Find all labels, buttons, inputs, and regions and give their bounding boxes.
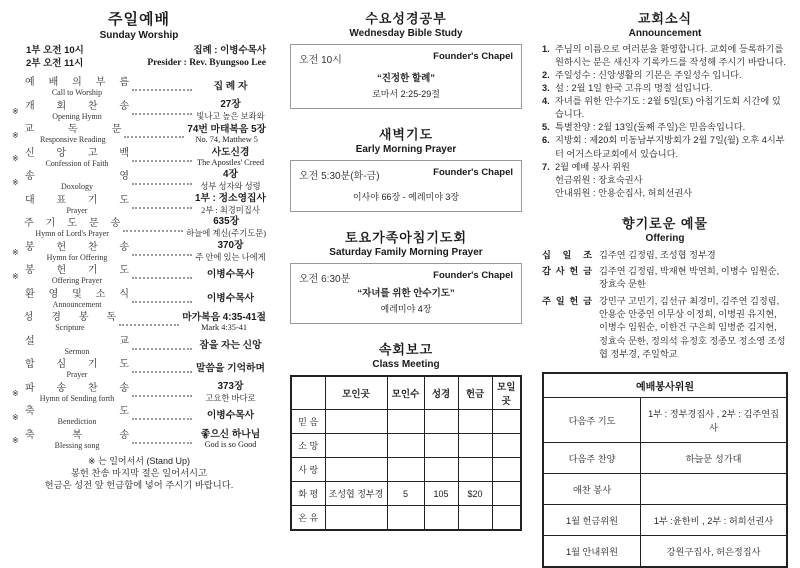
- bible-study-place: Founder's Chapel: [433, 51, 513, 62]
- committee-role-cell: 다음주 찬양: [543, 442, 641, 473]
- announcement-text: 2월 예배 봉사 위원: [555, 161, 630, 172]
- worship-item-label: [24, 214, 120, 238]
- worship-item-value-sub: 주 안에 있는 나에게: [195, 252, 266, 262]
- offering-type-label: 주 일 헌 금: [542, 295, 592, 306]
- worship-item-value-sub: 하늘에 계신(주기도문): [186, 229, 266, 239]
- announcement-number: 3.: [542, 83, 550, 94]
- worship-item-value: [195, 378, 266, 404]
- dotted-leader: [132, 395, 192, 397]
- class-next-place-cell: [492, 434, 521, 458]
- worship-item-korean: 개 회 찬 송: [25, 100, 129, 112]
- class-next-place-cell: [492, 410, 521, 434]
- saturday-family-prayer: [290, 227, 522, 324]
- early-morning-prayer: [290, 124, 522, 212]
- announcement-text: 주님의 이름으로 여러분을 환영합니다. 교회에 등록하기를 원하시는 분은 새신자 기록카드를 작성해 주시기 바랍니다.: [555, 44, 786, 68]
- worship-item-english: Hymn of Sending forth: [39, 393, 115, 403]
- worship-item-value: [187, 121, 266, 144]
- standup-mark: [12, 341, 25, 347]
- worship-item-value: [195, 360, 266, 374]
- worship-item-english: Prayer: [66, 370, 88, 380]
- early-prayer-title: 새벽기도: [378, 127, 434, 142]
- announcement-item: [542, 161, 788, 174]
- worship-item-english: Responsive Reading: [40, 135, 106, 145]
- bible-study-title: 수요성경공부: [365, 11, 447, 26]
- worship-item-value-main: 집 례 자: [213, 81, 248, 93]
- standup-mark: [12, 200, 25, 206]
- dotted-leader: [132, 418, 192, 420]
- dotted-leader: [132, 89, 192, 91]
- committee-title: 예배봉사위원: [543, 373, 787, 398]
- class-count-cell: [387, 506, 424, 530]
- dotted-leader: [124, 136, 184, 138]
- worship-item-value-main: 1부 : 정소영집사: [195, 192, 266, 204]
- offering-row: [542, 265, 788, 292]
- early-prayer-box: [290, 160, 522, 212]
- standup-mark: [12, 294, 25, 300]
- class-next-place-cell: [492, 482, 521, 506]
- class-bible-cell: [424, 434, 458, 458]
- class-offering-cell: $20: [458, 482, 492, 506]
- worship-item-label: [25, 191, 129, 215]
- committee-role-cell: 1월 안내위원: [543, 535, 641, 567]
- midweek-section: [270, 0, 536, 523]
- header-blank: [291, 376, 325, 410]
- worship-item-value: [195, 166, 266, 192]
- class-bible-cell: [424, 458, 458, 482]
- class-meeting-row: [291, 506, 521, 530]
- class-meeting-row: [291, 482, 521, 506]
- offering-rows: [542, 249, 788, 362]
- worship-item-row: [12, 168, 266, 192]
- worship-item-english: Blessing song: [54, 440, 100, 450]
- dotted-leader: [132, 277, 192, 279]
- saturday-prayer-subtitle: Saturday Family Morning Prayer: [329, 247, 483, 258]
- dotted-leader: [132, 113, 192, 115]
- worship-order-list: [12, 74, 266, 450]
- worship-item-value-sub: 고요한 바다로: [205, 393, 256, 403]
- class-name-cell: 소 망: [291, 434, 325, 458]
- worship-item-korean: 대 표 기 도: [25, 194, 129, 206]
- class-count-cell: [387, 434, 424, 458]
- worship-item-value: [182, 309, 266, 332]
- committee-person-cell: [641, 473, 787, 504]
- committee-row: [543, 504, 787, 535]
- service-committee-table: [542, 372, 788, 568]
- class-offering-cell: [458, 434, 492, 458]
- announcement-item: [542, 69, 788, 82]
- announcement-number: 1.: [542, 44, 550, 54]
- announcement-item: [542, 43, 788, 69]
- offering-names: 김주연 김정림, 조성협 정부경: [599, 249, 716, 260]
- class-meeting-row: [291, 410, 521, 434]
- worship-item-english: Benediction: [57, 417, 97, 427]
- worship-item-row: [12, 215, 266, 239]
- worship-item-value-main: 635장: [213, 216, 240, 228]
- offering-row: [542, 295, 788, 362]
- worship-item-korean: 송 영: [25, 171, 129, 183]
- committee-person-cell: 1부 : 정부경집사 , 2부 : 김주연집사: [641, 397, 787, 442]
- committee-role-cell: 애찬 봉사: [543, 473, 641, 504]
- worship-item-label: [25, 261, 129, 285]
- footnote-line-1: ※ 는 일어서서 (Stand Up): [87, 455, 191, 466]
- worship-item-label: [25, 379, 129, 403]
- announcement-title: 교회소식: [637, 11, 693, 26]
- church-news: [542, 8, 788, 200]
- early-prayer-time: 오전 5:30분(화-금): [299, 171, 380, 182]
- class-meeting-row: [291, 434, 521, 458]
- early-prayer-subtitle: Early Morning Prayer: [355, 144, 457, 155]
- announcement-text: 자녀를 위한 안수기도 : 2월 5일(토) 아침기도회 시간에 있습니다.: [555, 96, 781, 120]
- worship-item-korean: 교 독 문: [24, 124, 122, 136]
- worship-item-value: [195, 237, 266, 263]
- announcement-text: 주일성수 : 신앙생활의 기본은 주일성수 입니다.: [555, 70, 742, 81]
- committee-role-cell: 1월 헌금위원: [543, 504, 641, 535]
- dotted-leader: [132, 442, 192, 444]
- standup-mark: [12, 223, 24, 229]
- worship-item-value-main: 사도신경: [211, 147, 250, 159]
- worship-item-value-sub: 성부 성자와 성령: [200, 182, 261, 192]
- class-place-cell: [325, 410, 387, 434]
- worship-item-korean: 합 심 기 도: [25, 359, 129, 371]
- class-bible-cell: [424, 410, 458, 434]
- offering-type-label: 십 일 조: [542, 249, 592, 260]
- announcement-item: [542, 95, 788, 121]
- saturday-prayer-box-header: [299, 270, 513, 285]
- sunday-worship-section: [0, 0, 270, 491]
- worship-item-label: [25, 97, 129, 121]
- class-meeting-title: 속회보고: [378, 342, 434, 357]
- bible-study-topic: “진정한 할례”: [376, 73, 436, 84]
- worship-item-row: [12, 309, 266, 333]
- worship-item-english: Confession of Faith: [45, 158, 109, 168]
- bible-study-passage: 로마서 2:25-29절: [372, 89, 440, 99]
- early-prayer-passage: 이사야 66장 - 예레미야 3장: [352, 192, 460, 202]
- worship-item-value: [195, 78, 266, 92]
- worship-header: [12, 45, 266, 71]
- worship-item-row: [12, 97, 266, 121]
- worship-item-value-main: 이병수목사: [206, 269, 255, 281]
- committee-row: [543, 535, 787, 567]
- standup-mark: ※: [12, 412, 19, 422]
- standup-mark: [12, 317, 24, 323]
- worship-item-row: [12, 285, 266, 309]
- saturday-prayer-title: 토요가족아침기도회: [344, 230, 468, 245]
- worship-item-value-main: 잠을 자는 신앙: [199, 339, 262, 351]
- dotted-leader: [132, 371, 192, 373]
- announcement-number: 5.: [542, 122, 550, 133]
- worship-item-english: Opening Hymn: [52, 111, 102, 121]
- class-meeting-header-row: [291, 376, 521, 410]
- committee-role-cell: 다음주 기도: [543, 397, 641, 442]
- worship-item-value: [195, 266, 266, 280]
- worship-item-value: [195, 426, 266, 449]
- bible-study-box-header: [299, 51, 513, 66]
- saturday-prayer-passage: 예레미야 4장: [380, 304, 432, 314]
- committee-row: [543, 442, 787, 473]
- announcement-item: [542, 134, 788, 160]
- bible-study-time: 오전 10시: [299, 55, 342, 66]
- worship-item-korean: 예 배 의 부 름: [25, 77, 129, 89]
- announcement-number: 7.: [542, 161, 550, 172]
- dotted-leader: [132, 183, 192, 185]
- header-bible: 성경: [424, 376, 458, 410]
- early-prayer-place: Founder's Chapel: [433, 167, 513, 178]
- worship-item-korean: 설 교: [25, 335, 129, 347]
- worship-item-value-main: 좋으신 하나님: [200, 429, 261, 441]
- class-meeting-subtitle: Class Meeting: [372, 359, 440, 370]
- class-meeting-row: [291, 458, 521, 482]
- standup-mark: ※: [12, 177, 19, 187]
- worship-item-korean: 성 경 봉 독: [23, 312, 117, 324]
- announcement-text: 특별찬양 : 2월 13일(둘째 주일)은 믿음속입니다.: [555, 122, 746, 133]
- standup-mark: ※: [12, 154, 19, 164]
- worship-item-label: [25, 73, 129, 97]
- saturday-prayer-box: [290, 263, 522, 324]
- worship-item-row: [12, 379, 266, 403]
- standup-mark: ※: [12, 248, 19, 258]
- sunday-worship-title: 주일예배: [108, 11, 170, 28]
- sunday-worship-subtitle: Sunday Worship: [99, 30, 179, 41]
- worship-item-value-main: 74번 마태복음 5장: [187, 123, 266, 135]
- worship-item-korean: 봉 헌 기 도: [25, 265, 129, 277]
- dotted-leader: [132, 160, 192, 162]
- header-place: 모인곳: [325, 376, 387, 410]
- worship-item-row: [12, 262, 266, 286]
- standup-mark: [12, 364, 25, 370]
- announcement-item: [542, 82, 788, 95]
- worship-item-row: [12, 403, 266, 427]
- class-place-cell: [325, 506, 387, 530]
- dotted-leader: [132, 207, 192, 209]
- offering-type-label: 감 사 헌 금: [542, 266, 592, 277]
- standup-mark: ※: [12, 436, 19, 446]
- committee-person-cell: 1부 :윤한비 , 2부 : 허희선권사: [641, 504, 787, 535]
- announcement-list: [542, 43, 788, 174]
- worship-item-korean: 축 복 송: [25, 429, 129, 441]
- class-name-cell: 믿 음: [291, 410, 325, 434]
- class-bible-cell: 105: [424, 482, 458, 506]
- worship-item-row: [12, 74, 266, 98]
- worship-item-label: [25, 238, 129, 262]
- service-time-1: 1부 오전 10시: [26, 45, 84, 56]
- offering-section: [542, 213, 788, 362]
- announcement-item: [542, 121, 788, 134]
- class-offering-cell: [458, 506, 492, 530]
- standup-mark: [12, 82, 25, 88]
- worship-item-value-main: 373장: [217, 380, 244, 392]
- offering-names: 김주연 김정림, 박재현 박연희, 이병수 임원순, 장효숙 문한: [599, 266, 780, 290]
- standup-mark: ※: [12, 271, 19, 281]
- worship-item-row: [12, 144, 266, 168]
- worship-item-value-main: 이병수목사: [206, 292, 255, 304]
- worship-item-english: Hymn of Lord's Prayer: [35, 229, 109, 239]
- worship-item-korean: 파 송 찬 송: [25, 382, 129, 394]
- bible-study-subtitle: Wednesday Bible Study: [349, 28, 463, 39]
- saturday-prayer-place: Founder's Chapel: [433, 270, 513, 281]
- worship-item-value-main: 이병수목사: [206, 410, 255, 422]
- committee-header-row: [543, 373, 787, 398]
- worship-item-value: [195, 290, 266, 304]
- announcement-number: 2.: [542, 70, 550, 81]
- class-offering-cell: [458, 410, 492, 434]
- worship-item-row: [12, 238, 266, 262]
- worship-item-english: Hymn for Offering: [46, 252, 108, 262]
- worship-item-korean: 신 앙 고 백: [25, 147, 129, 159]
- worship-item-label: [25, 332, 129, 356]
- worship-item-value-main: 말씀을 기억하며: [196, 363, 265, 375]
- offering-title: 향기로운 예물: [622, 215, 708, 231]
- worship-item-english: Scripture: [55, 323, 85, 333]
- worship-item-value-main: 마가복음 4:35-41절: [182, 311, 266, 323]
- class-place-cell: [325, 458, 387, 482]
- offering-names: 강민구 고민기, 김선규 최경미, 김주연 김정림, 안용순 안중언 이무상 이정희, 이병권 유지현, 이병수 임원순, 이한건 구은희 임병준 김지현, 정효숙 문한, 정의석 유정호 정종모 정소영 조성협 정부경, 주일학교: [599, 295, 786, 360]
- dotted-leader: [132, 301, 192, 303]
- early-prayer-box-header: [299, 167, 513, 182]
- class-count-cell: [387, 410, 424, 434]
- worship-item-label: [24, 308, 117, 332]
- worship-item-value: [195, 337, 266, 351]
- committee-person-cell: 하늘문 성가대: [641, 442, 787, 473]
- worship-item-english: Call to Worship: [51, 88, 103, 98]
- standup-mark: ※: [12, 107, 19, 117]
- class-name-cell: 화 평: [291, 482, 325, 506]
- standup-footnote: [12, 455, 266, 492]
- worship-item-label: [25, 426, 129, 450]
- worship-item-english: Prayer: [66, 205, 88, 215]
- worship-item-row: [12, 356, 266, 380]
- worship-item-value-sub: Mark 4:35-41: [201, 322, 248, 332]
- worship-item-korean: 축 도: [25, 406, 129, 418]
- class-place-cell: [325, 434, 387, 458]
- class-next-place-cell: [492, 506, 521, 530]
- worship-item-korean: 주 기 도 문 송: [24, 218, 121, 230]
- worship-item-value-main: 27장: [220, 98, 241, 110]
- worship-item-english: Offering Prayer: [51, 276, 103, 286]
- header-next-place: 모일곳: [492, 376, 521, 410]
- worship-item-english: Sermon: [64, 346, 90, 356]
- header-count: 모인수: [387, 376, 424, 410]
- announcement-sub-line-1: 헌금위원 : 장효숙권사: [555, 174, 643, 185]
- wednesday-bible-study: [290, 8, 522, 109]
- worship-item-value: [195, 144, 266, 167]
- worship-item-label: [25, 144, 129, 168]
- service-times: [12, 45, 84, 71]
- worship-item-value: [195, 407, 266, 421]
- footnote-line-2: 봉헌 찬송 마지막 절은 일어서시고: [70, 467, 208, 478]
- worship-item-label: [24, 120, 121, 144]
- class-name-cell: 사 랑: [291, 458, 325, 482]
- offering-subtitle: Offering: [645, 232, 685, 244]
- worship-item-value-main: 4장: [223, 169, 238, 181]
- worship-item-value-main: 370장: [217, 239, 244, 251]
- dotted-leader: [123, 230, 183, 232]
- worship-item-value: [195, 190, 266, 216]
- standup-mark: ※: [12, 130, 19, 140]
- worship-item-value-sub: 2부 : 최경미집사: [201, 205, 260, 215]
- committee-row: [543, 473, 787, 504]
- footnote-line-3: 헌금은 성전 앞 헌금함에 넣어 주시기 바랍니다.: [44, 480, 234, 491]
- worship-item-row: [12, 332, 266, 356]
- dotted-leader: [132, 254, 192, 256]
- news-section: [536, 0, 800, 557]
- header-offering: 헌금: [458, 376, 492, 410]
- worship-item-korean: 환 영 및 소 식: [25, 288, 129, 300]
- saturday-prayer-time: 오전 6:30분: [299, 274, 351, 285]
- announcement-text: 설 : 2월 1일 한국 고유의 명절 설입니다.: [555, 83, 713, 94]
- service-time-2: 2부 오전 11시: [26, 57, 84, 69]
- class-offering-cell: [458, 458, 492, 482]
- class-bible-cell: [424, 506, 458, 530]
- worship-item-value-sub: No. 74, Matthew 5: [195, 134, 258, 144]
- class-next-place-cell: [492, 458, 521, 482]
- class-place-cell: 조성협 정부경: [325, 482, 387, 506]
- committee-person-cell: 강원구집사, 허은정집사: [641, 535, 787, 567]
- worship-item-value: [186, 213, 266, 239]
- worship-item-label: [25, 285, 129, 309]
- worship-item-value: [195, 96, 266, 122]
- worship-item-row: [12, 426, 266, 450]
- announcement-subtitle: Announcement: [628, 28, 702, 39]
- announcement-number: 6.: [542, 135, 550, 146]
- presider-korean: 집례 : 이병수목사: [193, 45, 266, 56]
- worship-item-label: [25, 167, 129, 191]
- class-count-cell: [387, 458, 424, 482]
- worship-item-english: Doxology: [61, 182, 93, 192]
- worship-item-label: [25, 355, 129, 379]
- class-meeting-report: [290, 339, 522, 531]
- committee-row: [543, 397, 787, 442]
- worship-item-label: [25, 402, 129, 426]
- dotted-leader: [132, 348, 192, 350]
- presider: [147, 45, 266, 71]
- dotted-leader: [119, 324, 179, 326]
- offering-row: [542, 249, 788, 262]
- worship-item-korean: 봉 헌 찬 송: [25, 241, 129, 253]
- standup-mark: ※: [12, 389, 19, 399]
- announcement-text: 지방회 : 제20회 미동남부지방회가 2월 7일(월) 오후 4시부터 어거스타교회에서 있습니다.: [555, 135, 785, 159]
- class-name-cell: 온 유: [291, 506, 325, 530]
- presider-english: Presider : Rev. Byungsoo Lee: [147, 57, 266, 68]
- class-meeting-table: [290, 375, 522, 531]
- worship-item-value-sub: God is so Good: [204, 440, 257, 450]
- class-count-cell: 5: [387, 482, 424, 506]
- announcement-sub-line-2: 안내위원 : 안용순집사, 허희선권사: [555, 187, 693, 198]
- announcement-number: 4.: [542, 96, 550, 107]
- worship-item-value-sub: 빛나고 높은 보좌와: [196, 111, 265, 121]
- worship-item-english: Announcement: [52, 299, 102, 309]
- bible-study-box: [290, 44, 522, 109]
- saturday-prayer-topic: “자녀를 위한 안수기도”: [357, 288, 455, 299]
- worship-item-row: [12, 121, 266, 145]
- worship-item-value-sub: The Apostles' Creed: [197, 158, 264, 168]
- worship-item-row: [12, 191, 266, 215]
